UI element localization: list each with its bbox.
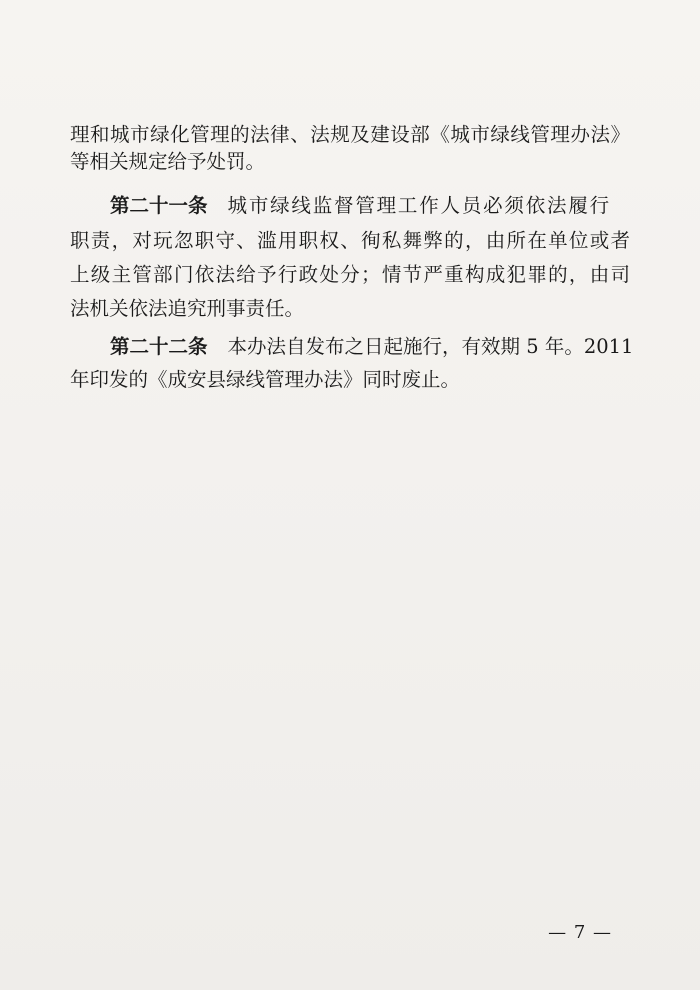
article-22-heading: 第二十二条 bbox=[110, 335, 208, 358]
article-21-line-1-text: 城市绿线监督管理工作人员必须依法履行 bbox=[227, 194, 611, 217]
article-22-line-1-text: 本办法自发布之日起施行，有效期 5 年。2011 bbox=[227, 335, 634, 358]
article-21-line-3: 上级主管部门依法给予行政处分；情节严重构成犯罪的，由司 bbox=[70, 263, 630, 286]
page-number bbox=[0, 922, 700, 943]
paragraph-1-line-2: 等相关规定给予处罚。 bbox=[70, 150, 266, 173]
article-21-line-1 bbox=[110, 192, 630, 220]
paragraph-1-line-1: 理和城市绿化管理的法律、法规及建设部《城市绿线管理办法》 bbox=[70, 123, 630, 146]
article-21-heading: 第二十一条 bbox=[110, 194, 208, 217]
article-22-line-1 bbox=[110, 333, 634, 361]
article-21-line-4: 法机关依法追究刑事责任。 bbox=[70, 297, 305, 320]
article-21-line-2: 职责，对玩忽职守、滥用职权、徇私舞弊的，由所在单位或者 bbox=[70, 229, 630, 252]
page-number-text: — 7 — bbox=[548, 922, 612, 943]
article-22-line-2: 年印发的《成安县绿线管理办法》同时废止。 bbox=[70, 368, 461, 391]
